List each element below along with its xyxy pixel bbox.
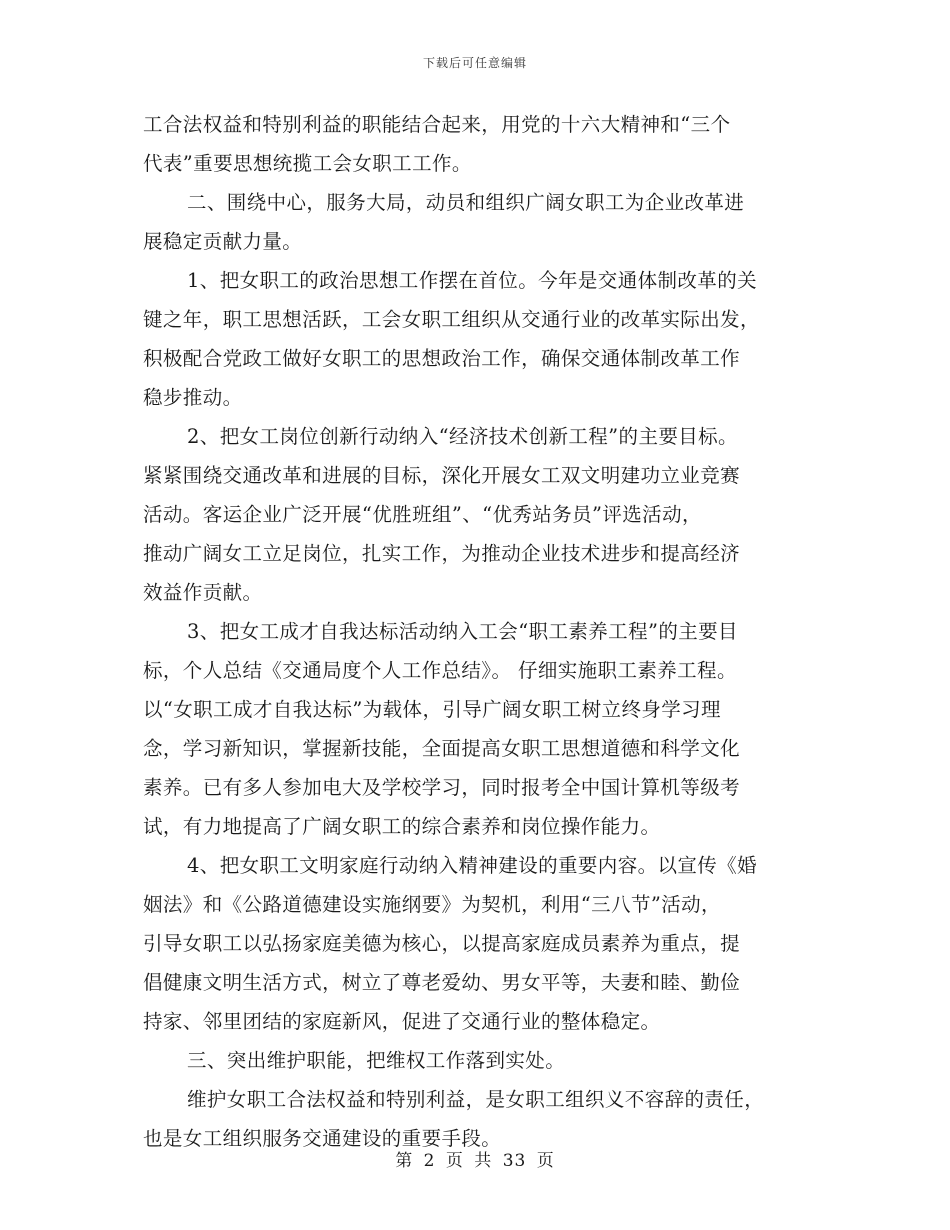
body-line: 积极配合党政工做好女职工的思想政治工作，确保交通体制改革工作: [143, 347, 741, 370]
page-footer: 第 2 页 共 33 页: [395, 1151, 555, 1171]
body-line: 标，个人总结《交通局度个人工作总结》。 仔细实施职工素养工程。: [143, 659, 737, 682]
body-line: 代表”重要思想统揽工会女职工工作。: [143, 152, 472, 175]
body-line: 素养。已有多人参加电大及学校学习，同时报考全中国计算机等级考: [143, 776, 741, 799]
paragraph-start: 3、把女工成才自我达标活动纳入工会“职工素养工程”的主要目: [187, 620, 738, 643]
section-heading: 三、突出维护职能，把维权工作落到实处。: [187, 1049, 566, 1072]
paragraph-start: 2、把女工岗位创新行动纳入“经济技术创新工程”的主要目标。: [187, 425, 738, 448]
body-line: 以“女职工成才自我达标”为载体，引导广阔女职工树立终身学习理: [143, 698, 721, 721]
body-line: 持家、邻里团结的家庭新风，促进了交通行业的整体稳定。: [143, 1010, 661, 1033]
body-line: 工合法权益和特别利益的职能结合起来，用党的十六大精神和“三个: [143, 113, 731, 136]
body-line: 效益作贡献。: [143, 581, 263, 604]
body-line: 键之年，职工思想活跃，工会女职工组织从交通行业的改革实际出发，: [143, 308, 760, 331]
paragraph-start: 1、把女职工的政治思想工作摆在首位。今年是交通体制改革的关: [187, 269, 758, 292]
page-header: 下载后可任意编辑: [422, 56, 527, 70]
paragraph-start: 维护女职工合法权益和特别利益，是女职工组织义不容辞的责任，: [187, 1088, 765, 1111]
body-line: 引导女职工以弘扬家庭美德为核心，以提高家庭成员素养为重点，提: [143, 932, 741, 955]
body-line: 活动。客运企业广泛开展“优胜班组”、“优秀站务员”评选活动，: [143, 503, 702, 526]
body-line: 倡健康文明生活方式，树立了尊老爱幼、男女平等，夫妻和睦、勤俭: [143, 971, 741, 994]
body-line: 姻法》和《公路道德建设实施纲要》为契机，利用“三八节”活动，: [143, 893, 721, 916]
paragraph-start: 4、把女职工文明家庭行动纳入精神建设的重要内容。以宣传《婚: [187, 854, 758, 877]
body-line: 也是女工组织服务交通建设的重要手段。: [143, 1127, 502, 1150]
body-line: 紧紧围绕交通改革和进展的目标，深化开展女工双文明建功立业竞赛: [143, 464, 741, 487]
section-heading: 二、围绕中心，服务大局，动员和组织广阔女职工为企业改革进: [187, 191, 745, 214]
body-line: 展稳定贡献力量。: [143, 230, 303, 253]
body-line: 试，有力地提高了广阔女职工的综合素养和岗位操作能力。: [143, 815, 661, 838]
document-body: [143, 105, 811, 1158]
body-line: 推动广阔女工立足岗位，扎实工作，为推动企业技术进步和提高经济: [143, 542, 741, 565]
body-line: 稳步推动。: [143, 386, 243, 409]
body-line: 念，学习新知识，掌握新技能，全面提高女职工思想道德和科学文化: [143, 737, 741, 760]
